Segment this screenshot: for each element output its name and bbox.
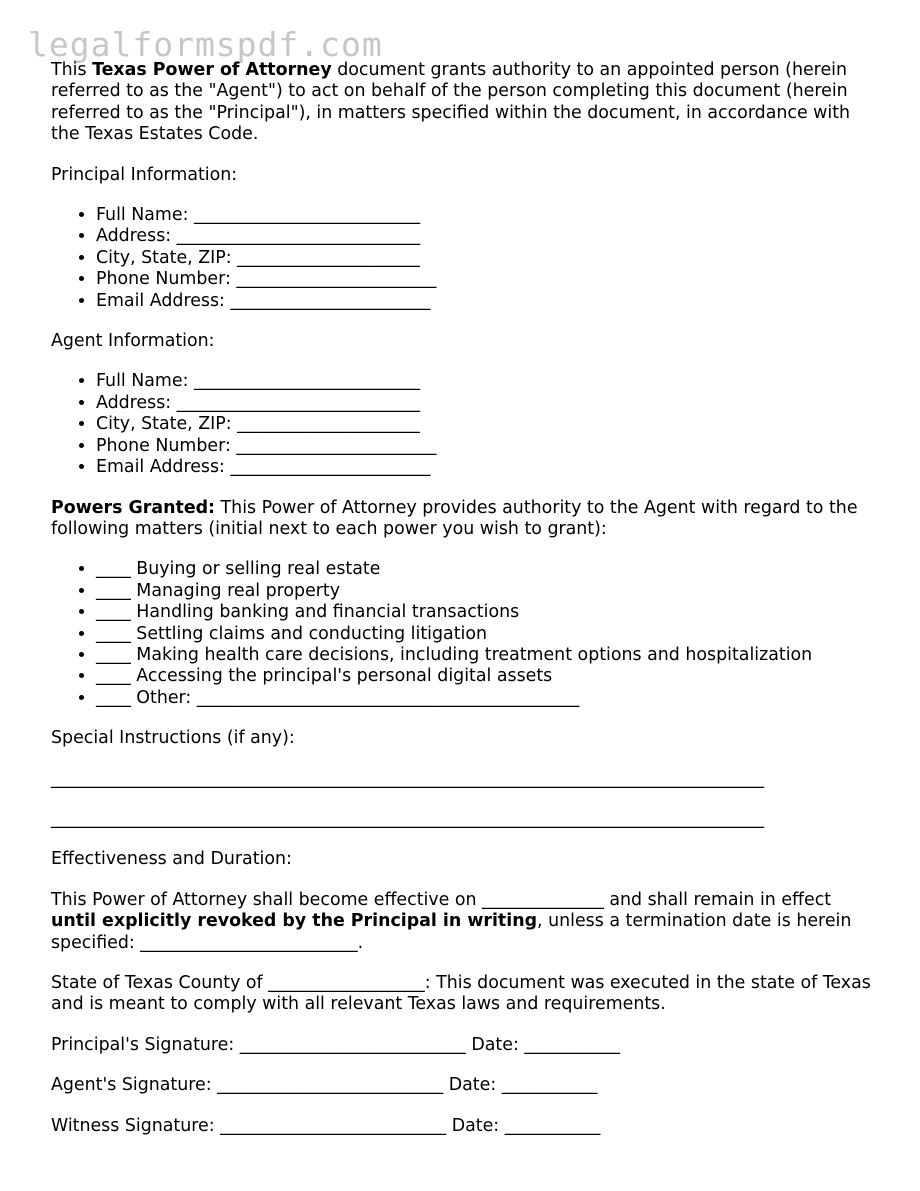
power-digital-assets[interactable]: • ____ Accessing the principal's personal digital assets — [96, 666, 881, 687]
intro-paragraph — [51, 60, 881, 146]
effectiveness-heading: Effectiveness and Duration: — [51, 849, 292, 870]
power-litigation[interactable]: • ____ Settling claims and conducting litigation — [96, 624, 881, 645]
power-health-care[interactable]: • ____ Making health care decisions, including treatment options and hospitalization — [96, 645, 881, 666]
witness-signature-row[interactable]: Witness Signature: __________________________ Date: ___________ — [51, 1115, 601, 1136]
agent-signature-row[interactable]: Agent's Signature: __________________________ Date: ___________ — [51, 1075, 598, 1096]
document-body — [51, 60, 881, 1156]
principal-email[interactable]: • Email Address: _______________________ — [96, 291, 881, 312]
principal-phone[interactable]: • Phone Number: _______________________ — [96, 269, 881, 290]
intro-pre: This — [51, 60, 93, 80]
power-real-property[interactable]: • ____ Managing real property — [96, 581, 881, 602]
principal-full-name[interactable]: • Full Name: __________________________ — [96, 205, 881, 226]
intro-title: Texas Power of Attorney — [92, 60, 332, 80]
special-instructions-line-2[interactable]: __________________________________________________________________________________ — [51, 808, 765, 829]
powers-list — [51, 559, 881, 709]
agent-heading: Agent Information: — [51, 331, 215, 352]
intro-post: document grants authority to an appointed person (herein referred to as the "Agent") to act on behalf of the person completing this document (herein referred to as the "Principal"), in matters specified within the document, in accordance with the Texas Estates Code. — [51, 60, 851, 145]
principal-fields — [51, 205, 881, 312]
agent-email[interactable]: • Email Address: _______________________ — [96, 457, 881, 478]
watermark: legalformspdf.com — [28, 25, 383, 64]
power-other[interactable]: • ____ Other: ____________________________________________ — [96, 688, 881, 709]
power-real-estate[interactable]: • ____ Buying or selling real estate — [96, 559, 881, 580]
agent-city-state-zip[interactable]: • City, State, ZIP: _____________________ — [96, 414, 881, 435]
principal-heading: Principal Information: — [51, 164, 238, 185]
principal-signature-row[interactable]: Principal's Signature: __________________________ Date: ___________ — [51, 1034, 620, 1055]
special-instructions-line-1[interactable]: __________________________________________________________________________________ — [51, 768, 765, 789]
effectiveness-paragraph: This Power of Attorney shall become effective on ______________ and shall remain in effect until explicitly revoked by the Principal in writing, unless a termination date is herein specified: _________________________. — [51, 889, 852, 953]
agent-full-name[interactable]: • Full Name: __________________________ — [96, 371, 881, 392]
agent-fields — [51, 371, 881, 478]
principal-city-state-zip[interactable]: • City, State, ZIP: _____________________ — [96, 248, 881, 269]
power-banking[interactable]: • ____ Handling banking and financial transactions — [96, 602, 881, 623]
principal-address[interactable]: • Address: ____________________________ — [96, 226, 881, 247]
county-paragraph: State of Texas County of __________________: This document was executed in the state of Texas and is meant to comply with all relevant Texas laws and requirements. — [51, 973, 871, 1015]
special-instructions-heading: Special Instructions (if any): — [51, 728, 295, 749]
agent-phone[interactable]: • Phone Number: _______________________ — [96, 436, 881, 457]
powers-heading: Powers Granted: This Power of Attorney provides authority to the Agent with regard to the following matters (initial next to each power you wish to grant): — [51, 497, 858, 539]
agent-address[interactable]: • Address: ____________________________ — [96, 393, 881, 414]
